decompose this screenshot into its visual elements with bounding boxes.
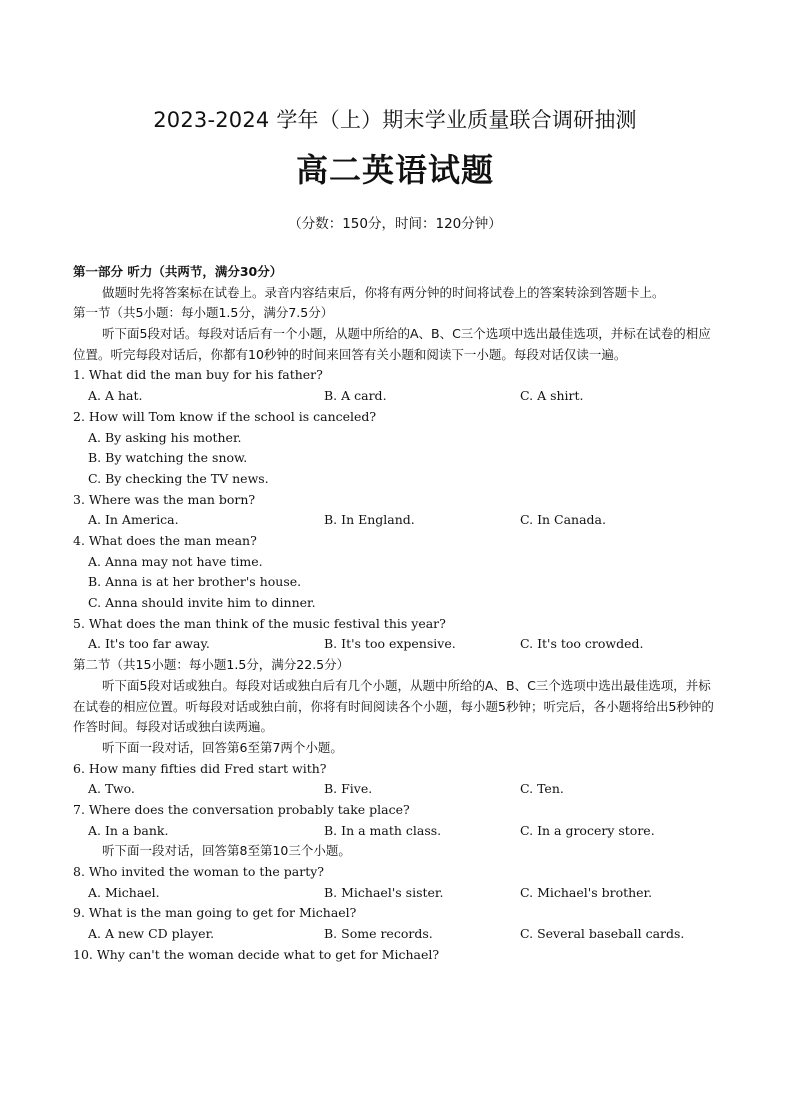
question-3-stem: 3. Where was the man born? xyxy=(73,491,256,507)
question-6-stem: 6. How many fifties did Fred start with? xyxy=(73,760,327,776)
option-a: A. A hat. xyxy=(88,388,143,404)
section2-note-6-7: 听下面一段对话，回答第6至第7两个小题。 xyxy=(102,739,343,755)
part1-instruction: 做题时先将答案标在试卷上。录音内容结束后，你将有两分钟的时间将试卷上的答案转涂到答题卡上。 xyxy=(102,284,665,300)
option-c: C. By checking the TV news. xyxy=(88,470,269,486)
option-a: A. Michael. xyxy=(88,884,160,900)
option-c: C. In a grocery store. xyxy=(520,822,655,838)
option-b: B. Five. xyxy=(324,781,373,797)
question-6-options xyxy=(73,779,723,800)
exam-body xyxy=(73,262,723,965)
option-c: C. Several baseball cards. xyxy=(520,926,685,942)
question-8-stem: 8. Who invited the woman to the party? xyxy=(73,864,324,880)
section2-note-8-10: 听下面一段对话，回答第8至第10三个小题。 xyxy=(102,843,351,859)
option-a: A. In America. xyxy=(88,512,179,528)
option-c: C. Anna should invite him to dinner. xyxy=(88,595,316,611)
option-a: A. Anna may not have time. xyxy=(88,553,263,569)
option-c: C. Michael's brother. xyxy=(520,884,653,900)
option-b: B. A card. xyxy=(324,388,387,404)
question-8-options xyxy=(73,883,723,904)
option-c: C. Ten. xyxy=(520,781,564,797)
option-b: B. In England. xyxy=(324,512,415,528)
exam-info: （分数：150分，时间：120分钟） xyxy=(288,216,502,232)
section2-instruction: 听下面5段对话或独白。每段对话或独白后有几个小题，从题中所给的A、B、C三个选项中选出最佳选项，并标在试卷的相应位置。听每段对话或独白前，你将有时间阅读各个小题，每小题5秒钟；听完后，各小题将给出5秒钟的作答时间。每段对话或独白读两遍。 xyxy=(73,677,714,735)
question-9-stem: 9. What is the man going to get for Michael? xyxy=(73,905,357,921)
option-b: B. Anna is at her brother's house. xyxy=(88,574,302,590)
option-b: B. Some records. xyxy=(324,926,433,942)
question-4-stem: 4. What does the man mean? xyxy=(73,532,257,548)
option-b: B. In a math class. xyxy=(324,822,442,838)
question-9-options xyxy=(73,924,723,945)
question-10-stem: 10. Why can't the woman decide what to get for Michael? xyxy=(73,946,440,962)
option-c: C. It's too crowded. xyxy=(520,636,644,652)
option-b: B. Michael's sister. xyxy=(324,884,444,900)
question-2-stem: 2. How will Tom know if the school is canceled? xyxy=(73,408,377,424)
question-5-options xyxy=(73,634,723,655)
question-1-options xyxy=(73,386,723,407)
option-a: A. In a bank. xyxy=(88,822,169,838)
option-b: B. By watching the snow. xyxy=(88,450,248,466)
question-1-stem: 1. What did the man buy for his father? xyxy=(73,367,323,383)
option-a: A. A new CD player. xyxy=(88,926,215,942)
option-c: C. A shirt. xyxy=(520,388,584,404)
exam-main-title: 高二英语试题 xyxy=(295,151,494,189)
question-7-options xyxy=(73,821,723,842)
question-5-stem: 5. What does the man think of the music festival this year? xyxy=(73,615,446,631)
section2-heading: 第二节（共15小题：每小题1.5分，满分22.5分） xyxy=(73,657,350,673)
exam-header-title: 2023-2024 学年（上）期末学业质量联合调研抽测 xyxy=(153,108,637,132)
option-a: A. It's too far away. xyxy=(88,636,210,652)
option-b: B. It's too expensive. xyxy=(324,636,456,652)
part1-heading: 第一部分 听力（共两节，满分30分） xyxy=(73,264,283,279)
option-a: A. Two. xyxy=(88,781,135,797)
option-c: C. In Canada. xyxy=(520,512,606,528)
question-3-options xyxy=(73,510,723,531)
section1-heading: 第一节（共5小题：每小题1.5分，满分7.5分） xyxy=(73,305,334,321)
section1-instruction: 听下面5段对话。每段对话后有一个小题，从题中所给的A、B、C三个选项中选出最佳选项，并标在试卷的相应位置。听完每段对话后，你都有10秒钟的时间来回答有关小题和阅读下一小题。每段对话仅读一遍。 xyxy=(73,326,711,362)
question-7-stem: 7. Where does the conversation probably take place? xyxy=(73,801,410,817)
option-a: A. By asking his mother. xyxy=(88,429,242,445)
